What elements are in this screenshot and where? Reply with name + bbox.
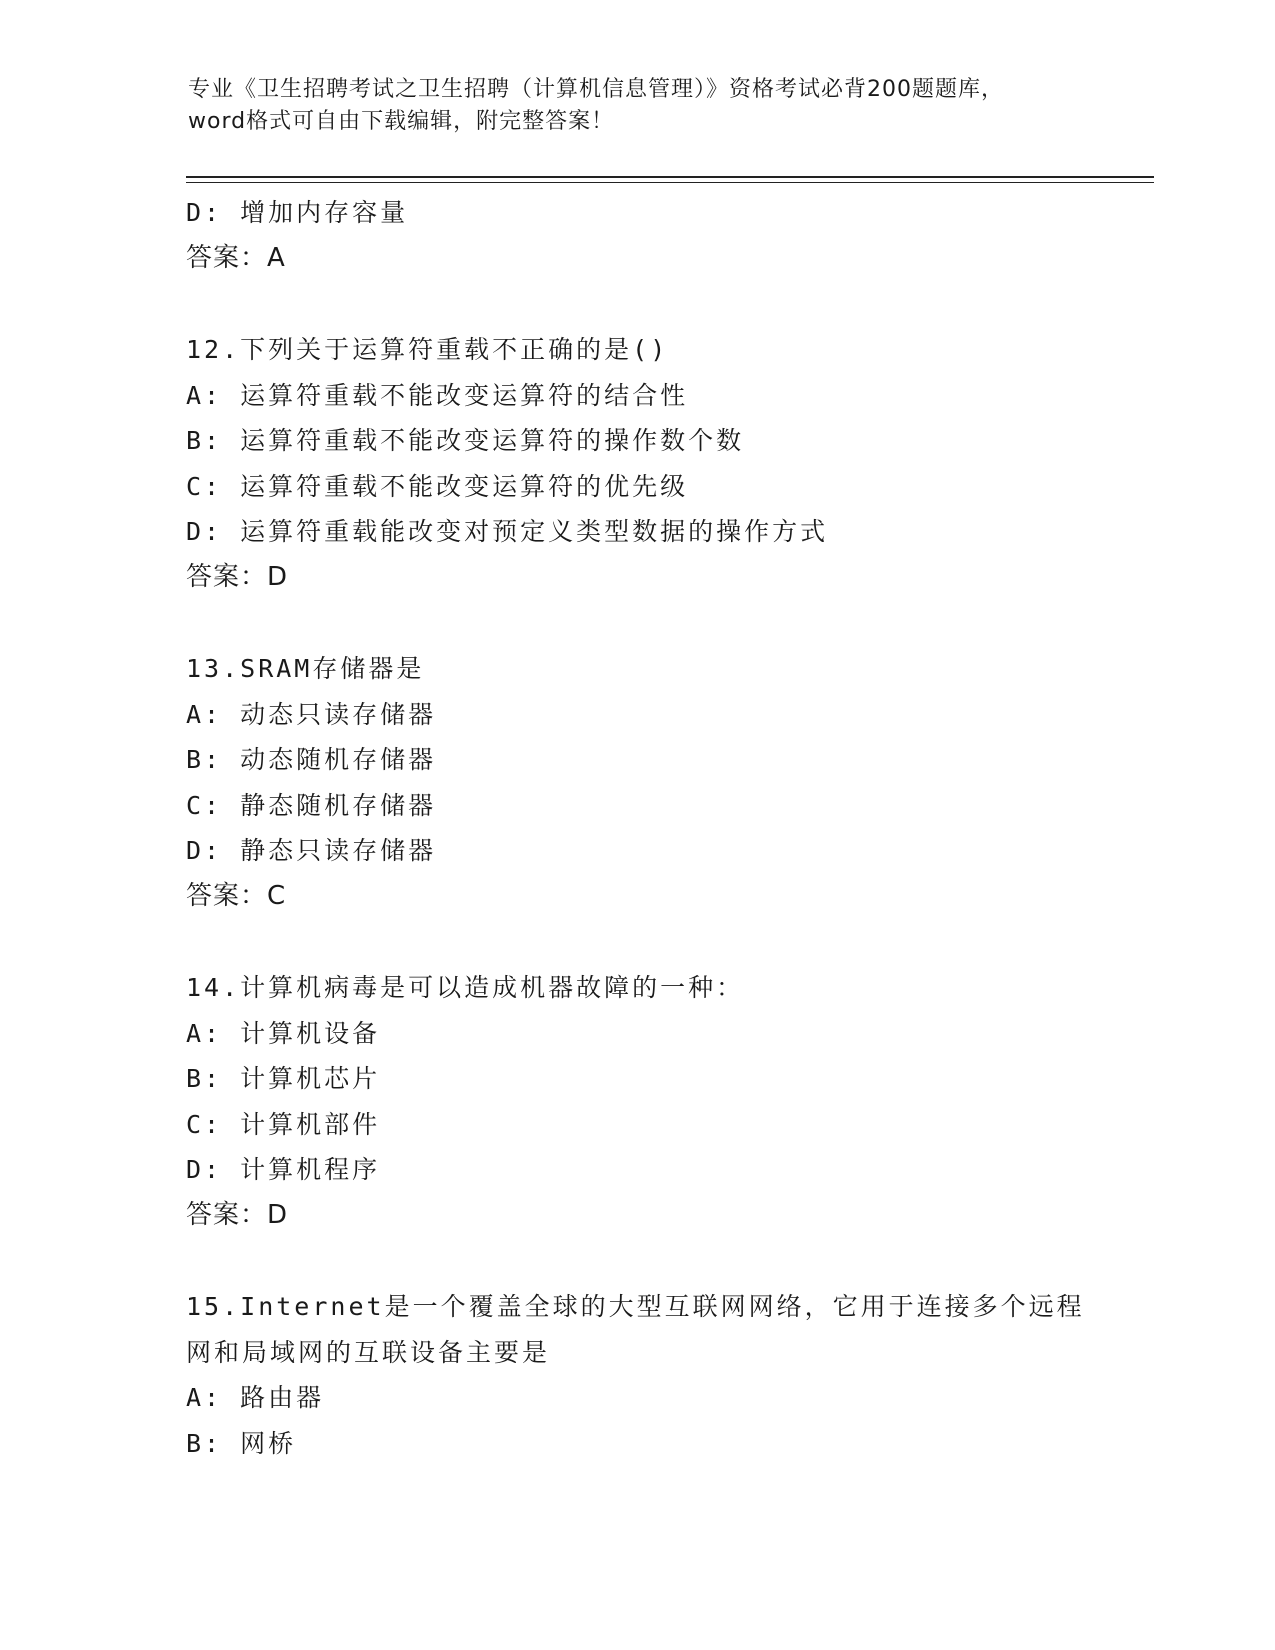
document-header [188, 74, 1088, 138]
option-d: D: 计算机程序 [186, 1155, 381, 1184]
spacer [186, 1238, 1106, 1284]
question-stem: 12.下列关于运算符重载不正确的是() [186, 335, 669, 364]
header-line-2: word格式可自由下载编辑，附完整答案！ [188, 109, 615, 134]
spacer [186, 600, 1106, 646]
question-list [186, 190, 1106, 1466]
option-d: D: 静态只读存储器 [186, 836, 437, 865]
option-d: D: 运算符重载能改变对预定义类型数据的操作方式 [186, 517, 829, 546]
option-d: D: 增加内存容量 [186, 198, 409, 227]
header-line-1: 专业《卫生招聘考试之卫生招聘（计算机信息管理）》资格考试必背200题题库， [188, 77, 1004, 102]
header-rule-thick [186, 176, 1154, 178]
question-14 [186, 965, 1106, 1238]
option-a: A: 动态只读存储器 [186, 699, 437, 729]
option-c: C: 静态随机存储器 [186, 790, 437, 820]
question-stem: 13.SRAM存储器是 [186, 654, 425, 683]
option-a: A: 路由器 [186, 1383, 325, 1412]
question-13 [186, 646, 1106, 919]
answer-line: 答案：D [186, 561, 289, 592]
answer-line: 答案：C [186, 880, 287, 911]
option-c: C: 计算机部件 [186, 1109, 381, 1139]
option-a: A: 运算符重载不能改变运算符的结合性 [186, 380, 689, 410]
spacer [186, 281, 1106, 327]
option-b: B: 计算机芯片 [186, 1064, 381, 1093]
question-stem: 15.Internet是一个覆盖全球的大型互联网网络，它用于连接多个远程网和局域网的互联设备主要是 [186, 1292, 1085, 1367]
option-b: B: 网桥 [186, 1428, 297, 1458]
answer-line: 答案：A [186, 242, 286, 273]
question-11-tail [186, 190, 1106, 281]
option-a: A: 计算机设备 [186, 1018, 381, 1048]
question-stem: 14.计算机病毒是可以造成机器故障的一种： [186, 973, 745, 1002]
question-12 [186, 327, 1106, 600]
answer-line: 答案：D [186, 1199, 289, 1230]
option-c: C: 运算符重载不能改变运算符的优先级 [186, 471, 689, 501]
question-15 [186, 1284, 1106, 1466]
option-b: B: 运算符重载不能改变运算符的操作数个数 [186, 426, 745, 455]
spacer [186, 919, 1106, 965]
header-rule-thin [186, 182, 1154, 183]
option-b: B: 动态随机存储器 [186, 745, 437, 774]
